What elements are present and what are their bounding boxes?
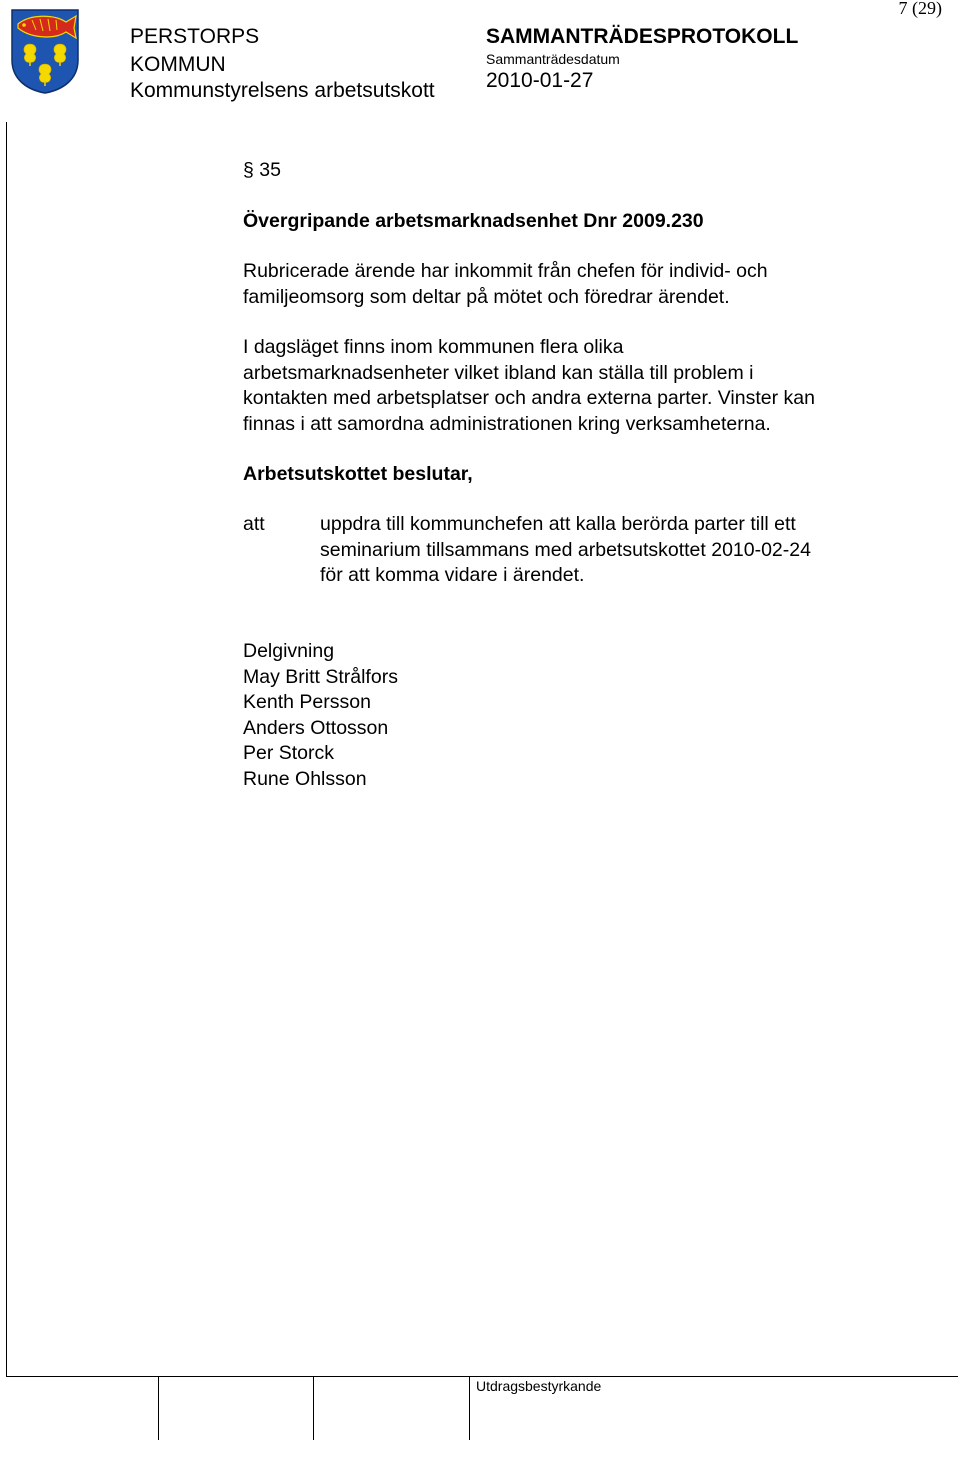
decision-line: uppdra till kommunchefen att kalla berörda parter till ett [320, 513, 796, 535]
paragraph-2 [243, 335, 815, 437]
date-label: Sammanträdesdatum [486, 51, 620, 67]
meeting-date: 2010-01-27 [486, 69, 594, 92]
paragraph-1 [243, 259, 768, 310]
section-number: 35 [259, 159, 281, 181]
paragraph-symbol: § [243, 159, 254, 181]
decision-text [320, 512, 811, 589]
distribution-recipient: Anders Ottosson [243, 716, 389, 739]
org-name-line2: KOMMUN [130, 53, 226, 76]
distribution-list [243, 639, 398, 792]
paragraph-2-line: arbetsmarknadsenheter vilket ibland kan ställa till problem i [243, 361, 754, 384]
decision-prefix: att [243, 513, 265, 535]
distribution-recipient: Per Storck [243, 742, 335, 764]
decision-line: seminarium tillsammans med arbetsutskottet 2010-02-24 [320, 538, 811, 561]
document-type: SAMMANTRÄDESPROTOKOLL [486, 25, 799, 48]
left-margin-rule [6, 122, 7, 1377]
distribution-recipient: May Britt Strålfors [243, 665, 398, 688]
distribution-heading: Delgivning [243, 640, 335, 662]
section-heading [243, 158, 281, 184]
distribution-recipient: Kenth Persson [243, 691, 371, 713]
paragraph-2-line: kontakten med arbetsplatser och andra externa parter. Vinster kan [243, 387, 815, 409]
certification-label: Utdragsbestyrkande [476, 1378, 602, 1394]
org-name-line3: Kommunstyrelsens arbetsutskott [130, 79, 435, 102]
coat-of-arms-icon [10, 8, 80, 94]
paragraph-1-line: familjeomsorg som deltar på mötet och föredrar ärendet. [243, 285, 730, 308]
org-name-line1: PERSTORPS [130, 25, 260, 48]
signature-box-divider [313, 1376, 314, 1440]
section-title: Övergripande arbetsmarknadsenhet Dnr 2009.230 [243, 210, 704, 232]
signature-box-divider [158, 1376, 159, 1440]
footer-rule [6, 1376, 958, 1377]
paragraph-2-line: I dagsläget finns inom kommunen flera olika [243, 336, 624, 358]
distribution-recipient: Rune Ohlsson [243, 767, 367, 790]
decision-line: för att komma vidare i ärendet. [320, 564, 585, 586]
page-number: 7 (29) [898, 0, 942, 18]
paragraph-1-line: Rubricerade ärende har inkommit från chefen för individ- och [243, 260, 768, 282]
signature-box-divider [469, 1376, 470, 1440]
paragraph-2-line: finnas i att samordna administrationen kring verksamheterna. [243, 412, 771, 435]
decision-heading: Arbetsutskottet beslutar, [243, 463, 473, 485]
